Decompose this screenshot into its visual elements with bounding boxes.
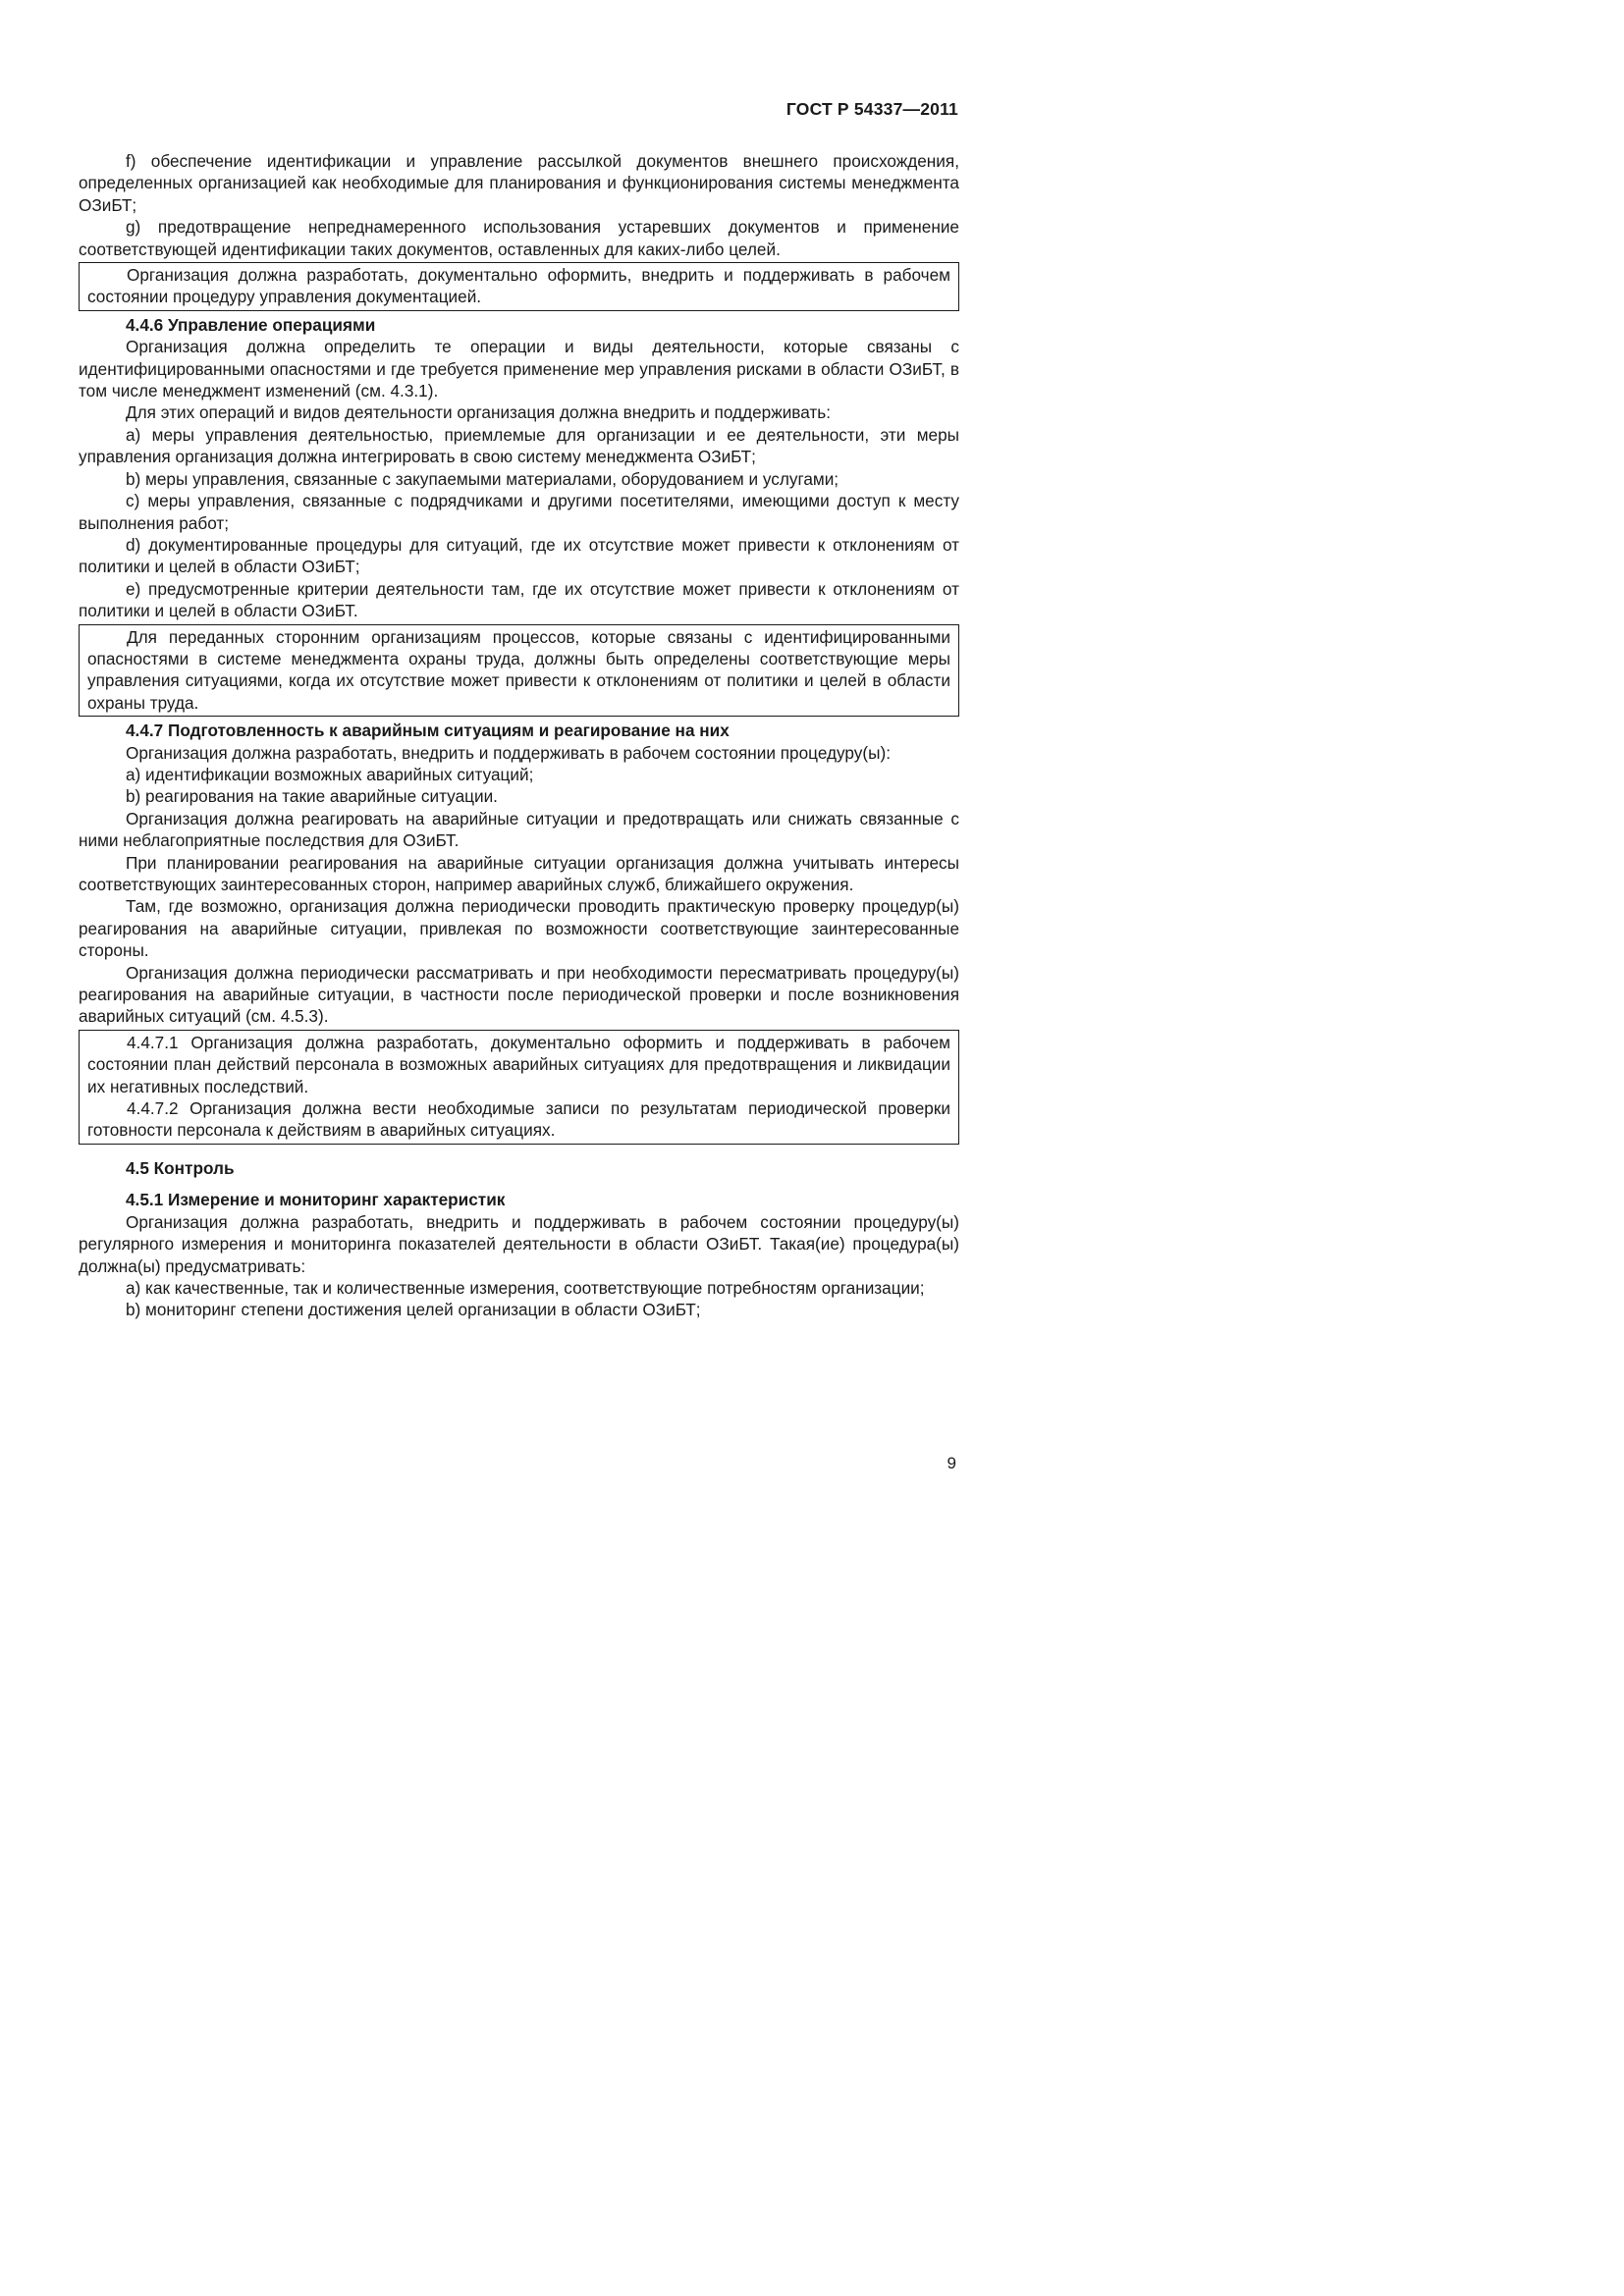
boxed-requirement-outsourced-processes — [79, 624, 959, 718]
paragraph: Организация должна разработать, внедрить и поддерживать в рабочем состоянии процедуру(ы): — [126, 742, 891, 763]
list-item-c: c) меры управления, связанные с подрядчиками и другими посетителями, имеющими доступ к месту выполнения работ; — [79, 491, 959, 533]
paragraph: Организация должна периодически рассматривать и при необходимости пересматривать процедуру(ы) реагирования на аварийные ситуации, в частности после периодической проверки и после возникновения аварийных ситуаций (см. 4.5.3). — [79, 962, 959, 1027]
standard-code-header: ГОСТ Р 54337—2011 — [785, 99, 958, 119]
boxed-requirement-emergency-plan — [79, 1030, 959, 1145]
paragraph: Организация должна определить те операции и виды деятельности, которые связаны с идентифицированными опасностями и где требуется применение мер управления рисками в области ОЗиБТ, в том числе менеджмент изменений (см. 4.3.1). — [79, 337, 959, 401]
boxed-paragraph-4-4-7-1: 4.4.7.1 Организация должна разработать, документально оформить и поддерживать в рабочем состоянии план действий персонала в возможных аварийных ситуациях для предотвращения и ликвидации их негативных последствий. — [87, 1032, 950, 1096]
list-item-a: a) меры управления деятельностью, приемлемые для организации и ее деятельности, эти меры управления организация должна интегрировать в свою систему менеджмента ОЗиБТ; — [79, 424, 959, 467]
section-heading-4-5-1: 4.5.1 Измерение и мониторинг характеристик — [126, 1190, 506, 1210]
list-item-e: e) предусмотренные критерии деятельности там, где их отсутствие может привести к отклонениям от политики и целей в области ОЗиБТ. — [79, 578, 959, 621]
paragraph-item-g: g) предотвращение непреднамеренного использования устаревших документов и применение соответствующей идентификации таких документов, оставленных для каких-либо целей. — [79, 217, 959, 259]
list-item-b: b) меры управления, связанные с закупаемыми материалами, оборудованием и услугами; — [126, 468, 839, 489]
section-heading-4-4-6: 4.4.6 Управление операциями — [126, 314, 376, 335]
document-page — [0, 0, 1080, 1527]
paragraph-item-f: f) обеспечение идентификации и управление рассылкой документов внешнего происхождения, определенных организацией как необходимые для планирования и функционирования системы менеджмента ОЗиБТ; — [79, 151, 959, 215]
paragraph: При планировании реагирования на аварийные ситуации организация должна учитывать интересы соответствующих заинтересованных сторон, например аварийных служб, ближайшего окружения. — [79, 852, 959, 894]
list-item-b: b) реагирования на такие аварийные ситуации. — [126, 786, 498, 807]
paragraph: Для этих операций и видов деятельности организация должна внедрить и поддерживать: — [126, 402, 832, 423]
boxed-paragraph: Организация должна разработать, документально оформить, внедрить и поддерживать в рабочем состоянии процедуру управления документацией. — [87, 265, 950, 307]
list-item-a: a) как качественные, так и количественные измерения, соответствующие потребностям организации; — [126, 1277, 925, 1298]
page-number: 9 — [947, 1454, 956, 1472]
list-item-b: b) мониторинг степени достижения целей организации в области ОЗиБТ; — [126, 1300, 701, 1320]
section-heading-4-4-7: 4.4.7 Подготовленность к аварийным ситуациям и реагирование на них — [126, 721, 730, 741]
list-item-d: d) документированные процедуры для ситуаций, где их отсутствие может привести к отклонениям от политики и целей в области ОЗиБТ; — [79, 534, 959, 577]
boxed-paragraph: Для переданных сторонним организациям процессов, которые связаны с идентифицированными опасностями в системе менеджмента охраны труда, должны быть определены соответствующие меры управления ситуациями, когда их отсутствие может привести к отклонениям от политики и целей в области охраны труда. — [87, 626, 950, 713]
paragraph: Там, где возможно, организация должна периодически проводить практическую проверку процедур(ы) реагирования на аварийные ситуации, привлекая по возможности соответствующие заинтересованные стороны. — [79, 896, 959, 961]
paragraph: Организация должна разработать, внедрить и поддерживать в рабочем состоянии процедуру(ы) регулярного измерения и мониторинга показателей деятельности в области ОЗиБТ. Такая(ие) процедура(ы) должна(ы) предусматривать: — [79, 1211, 959, 1276]
boxed-paragraph-4-4-7-2: 4.4.7.2 Организация должна вести необходимые записи по результатам периодической проверки готовности персонала к действиям в аварийных ситуациях. — [87, 1098, 950, 1141]
list-item-a: a) идентификации возможных аварийных ситуаций; — [126, 764, 534, 784]
section-heading-4-5: 4.5 Контроль — [126, 1157, 235, 1178]
boxed-requirement-document-control — [79, 262, 959, 311]
paragraph: Организация должна реагировать на аварийные ситуации и предотвращать или снижать связанные с ними неблагоприятные последствия для ОЗиБТ. — [79, 808, 959, 851]
document-body — [79, 150, 959, 1321]
